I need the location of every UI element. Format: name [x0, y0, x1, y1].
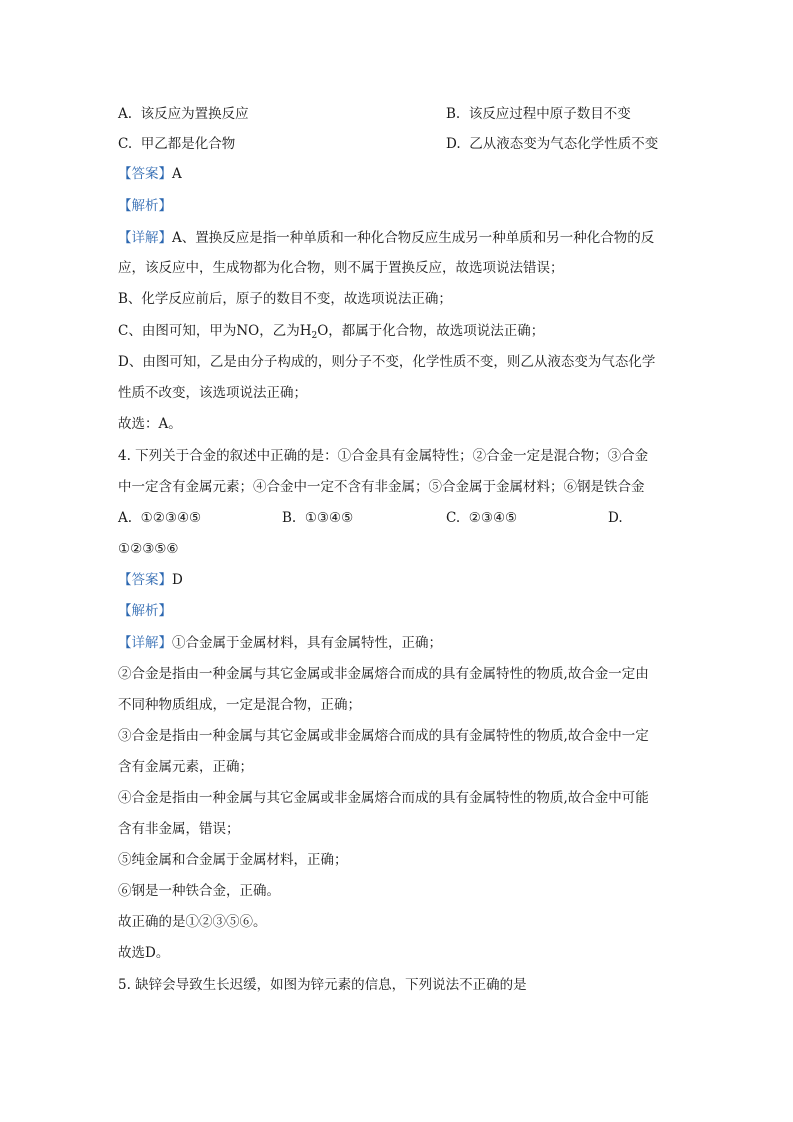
q4-detail-line: 不同种物质组成，一定是混合物，正确；: [118, 697, 361, 713]
detail-tag: 【详解】: [118, 635, 172, 651]
option-text: 该反应过程中原子数目不变: [468, 106, 631, 122]
option-text: ①③④⑤: [304, 510, 354, 526]
q4-detail-line: ②合金是指由一种金属与其它金属或非金属熔合而成的具有金属特性的物质,故合金一定由: [118, 666, 649, 682]
q3-detail-line: [118, 228, 654, 248]
detail-text: O，都属于化合物，故选项说法正确；: [317, 323, 545, 339]
q4-option-b: [282, 508, 353, 528]
option-letter: B.: [446, 106, 461, 122]
q5-stem: 5. 缺锌会导致生长迟缓，如图为锌元素的信息，下列说法不正确的是: [118, 977, 527, 993]
q4-analysis: [118, 601, 172, 621]
option-letter: C.: [446, 510, 461, 526]
answer-value: D: [172, 572, 183, 588]
q3-detail-line: B、化学反应前后，原子的数目不变，故选项说法正确；: [118, 291, 452, 307]
option-letter: A.: [118, 510, 133, 526]
q4-detail-line: [118, 633, 442, 653]
q3-detail-line: 应，该反应中，生成物都为化合物，则不属于置换反应，故选项说法错误；: [118, 260, 564, 276]
option-letter: B.: [282, 510, 297, 526]
q4-detail-line: 含有金属元素，正确；: [118, 759, 253, 775]
answer-tag: 【答案】: [118, 572, 172, 588]
q4-conclusion: 故选D。: [118, 945, 170, 961]
answer-value: A: [172, 166, 182, 182]
option-text: ②③④⑤: [468, 510, 518, 526]
q4-stem-line: 4. 下列关于合金的叙述中正确的是：①合金具有金属特性；②合金一定是混合物；③合金: [118, 448, 649, 464]
option-text: ①②③④⑤: [140, 510, 202, 526]
q4-option-d-letter: D.: [608, 510, 623, 526]
option-text: 该反应为置换反应: [140, 106, 249, 122]
q3-detail-line-c: [118, 321, 544, 346]
q4-detail-line: 故正确的是①②③⑤⑥。: [118, 914, 267, 930]
q3-detail-line: 性质不改变，该选项说法正确；: [118, 385, 307, 401]
option-text: 乙从液态变为气态化学性质不变: [469, 136, 659, 152]
detail-tag: 【详解】: [118, 230, 172, 246]
q3-option-c: [118, 134, 235, 154]
option-letter: C.: [118, 136, 133, 152]
detail-text: C、由图可知，甲为NO，乙为H: [118, 323, 312, 339]
q4-detail-line: ④合金是指由一种金属与其它金属或非金属熔合而成的具有金属特性的物质,故合金中可能: [118, 790, 649, 806]
q3-option-d: [446, 134, 658, 154]
q4-option-a: [118, 508, 201, 528]
detail-text: ①合金属于金属材料，具有金属特性，正确；: [172, 635, 442, 651]
q4-detail-line: ⑥钢是一种铁合金，正确。: [118, 883, 280, 899]
q4-option-c: [446, 508, 517, 528]
q3-detail-line: D、由图可知，乙是由分子构成的，则分子不变，化学性质不变，则乙从液态变为气态化学: [118, 354, 656, 370]
option-text: 甲乙都是化合物: [140, 136, 236, 152]
q3-option-b: [446, 104, 631, 124]
option-letter: D.: [446, 136, 461, 152]
q3-analysis: [118, 196, 172, 216]
analysis-tag: 【解析】: [118, 603, 172, 619]
detail-text: A、置换反应是指一种单质和一种化合物反应生成另一种单质和另一种化合物的反: [172, 230, 655, 246]
q4-detail-line: ⑤纯金属和合金属于金属材料，正确；: [118, 852, 348, 868]
q3-option-a: [118, 104, 249, 124]
q4-detail-line: ③合金是指由一种金属与其它金属或非金属熔合而成的具有金属特性的物质,故合金中一定: [118, 728, 649, 744]
q4-option-d-text: ①②③⑤⑥: [118, 541, 179, 557]
q4-stem-line: 中一定含有金属元素；④合金中一定不含有非金属；⑤合金属于金属材料；⑥钢是铁合金: [118, 479, 645, 495]
option-letter: A.: [118, 106, 133, 122]
q4-answer: [118, 570, 183, 590]
answer-tag: 【答案】: [118, 166, 172, 182]
q4-detail-line: 含有非金属，错误；: [118, 821, 240, 837]
q3-conclusion: 故选：A。: [118, 416, 182, 432]
subscript: 2: [311, 331, 318, 341]
analysis-tag: 【解析】: [118, 198, 172, 214]
q3-answer: [118, 164, 182, 184]
